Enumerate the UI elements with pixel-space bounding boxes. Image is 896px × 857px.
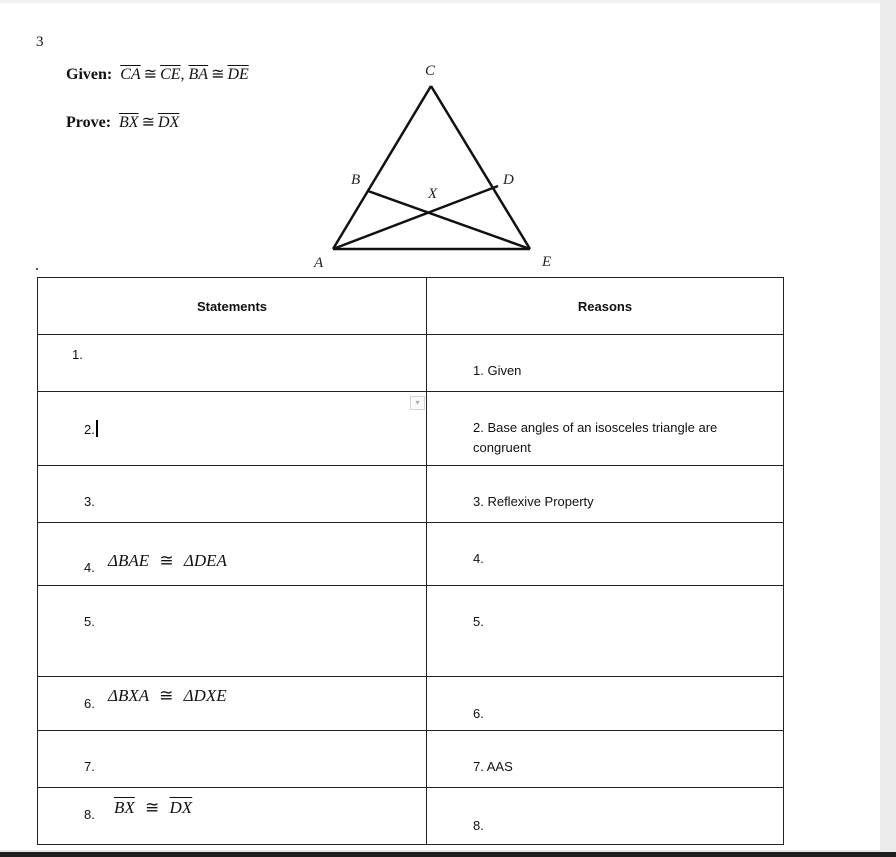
point-label-x: X	[428, 186, 438, 202]
segment-be	[368, 191, 530, 249]
vertex-label-a: A	[314, 255, 324, 271]
table-row	[38, 731, 784, 788]
congruent-symbol: ≅	[145, 798, 160, 817]
statement-cell-8[interactable]	[38, 788, 427, 845]
given-cong-1: ≅	[143, 66, 158, 83]
statement-cell-3[interactable]	[38, 466, 427, 523]
table-row	[38, 788, 784, 845]
table-row	[38, 586, 784, 677]
reason-cell-5[interactable]	[427, 586, 784, 677]
reason-text: 6.	[473, 706, 484, 721]
prove-seg-bx: $\overline{BX}$	[119, 114, 139, 131]
segment-ce	[431, 86, 530, 249]
statement-number	[84, 420, 98, 437]
given-seg-ca: $\overline{CA}$	[120, 66, 141, 83]
statement-math	[114, 798, 192, 818]
vertex-label-c: C	[425, 63, 436, 79]
reason-text: 4.	[473, 551, 484, 566]
statement-math	[108, 551, 227, 571]
statement-cell-6[interactable]	[38, 677, 427, 731]
triangle-figure	[300, 55, 570, 275]
reason-text: 1. Given	[473, 363, 522, 378]
prove-label: Prove:	[66, 114, 112, 131]
statement-cell-4[interactable]	[38, 523, 427, 586]
table-header-row	[38, 278, 784, 335]
reason-text: 7. AAS	[473, 759, 513, 774]
congruent-symbol: ≅	[159, 551, 174, 570]
vertex-label-d: D	[503, 172, 514, 188]
reason-cell-7[interactable]	[427, 731, 784, 788]
given-statement	[66, 64, 249, 84]
statement-number: 6.	[84, 696, 95, 711]
triangle-dxe: ΔDXE	[183, 686, 227, 705]
table-row	[38, 392, 784, 466]
table-row	[38, 677, 784, 731]
statement-number: 3.	[84, 494, 95, 509]
reason-cell-2[interactable]	[427, 392, 784, 466]
reason-cell-3[interactable]	[427, 466, 784, 523]
reason-cell-8[interactable]	[427, 788, 784, 845]
statement-number-text: 2.	[84, 422, 95, 437]
segment-dx: $\overline{DX}$	[169, 798, 193, 817]
statement-number: 1.	[72, 347, 83, 362]
proof-table	[37, 277, 784, 845]
statement-cell-7[interactable]	[38, 731, 427, 788]
question-number: 3	[36, 34, 44, 50]
reason-text: 5.	[473, 614, 484, 629]
congruent-symbol: ≅	[159, 686, 174, 705]
triangle-bxa: ΔBXA	[108, 686, 149, 705]
segment-ac	[333, 86, 431, 249]
reason-cell-4[interactable]	[427, 523, 784, 586]
text-cursor	[96, 420, 98, 437]
reason-text: 8.	[473, 818, 484, 833]
given-seg-ba: $\overline{BA}$	[188, 66, 209, 83]
reasons-header: Reasons	[427, 278, 784, 335]
prove-statement	[66, 112, 179, 132]
right-margin	[880, 0, 896, 857]
given-seg-de: $\overline{DE}$	[227, 66, 249, 83]
reason-cell-6[interactable]	[427, 677, 784, 731]
statements-header: Statements	[38, 278, 427, 335]
prove-cong: ≅	[141, 114, 155, 131]
given-seg-ce: $\overline{CE}$	[160, 66, 181, 83]
reason-cell-1[interactable]	[427, 335, 784, 392]
given-cong-2: ≅	[211, 66, 225, 83]
table-row	[38, 335, 784, 392]
segment-bx: $\overline{BX}$	[114, 798, 135, 817]
triangle-bae: ΔBAE	[108, 551, 150, 570]
table-row	[38, 523, 784, 586]
vertex-label-b: B	[351, 172, 361, 188]
prove-seg-dx: $\overline{DX}$	[157, 114, 180, 131]
given-comma: ,	[180, 66, 185, 83]
segment-ad	[333, 186, 498, 249]
page-top-edge	[0, 0, 880, 3]
given-label: Given:	[66, 66, 113, 83]
reason-text: 3. Reflexive Property	[473, 494, 594, 509]
statement-math	[108, 686, 227, 706]
statement-number: 8.	[84, 807, 95, 822]
table-row	[38, 466, 784, 523]
bottom-bar	[0, 852, 896, 857]
statement-cell-1[interactable]	[38, 335, 427, 392]
reason-text: 2. Base angles of an isosceles triangle are congruent	[473, 420, 718, 455]
triangle-dea: ΔDEA	[183, 551, 227, 570]
statement-number: 5.	[84, 614, 95, 629]
statement-cell-2[interactable]	[38, 392, 427, 466]
dropdown-arrow-icon[interactable]: ▾	[410, 396, 425, 410]
statement-number: 7.	[84, 759, 95, 774]
statement-cell-5[interactable]	[38, 586, 427, 677]
vertex-label-e: E	[542, 254, 552, 270]
stray-dot	[36, 268, 38, 270]
statement-number: 4.	[84, 560, 95, 575]
